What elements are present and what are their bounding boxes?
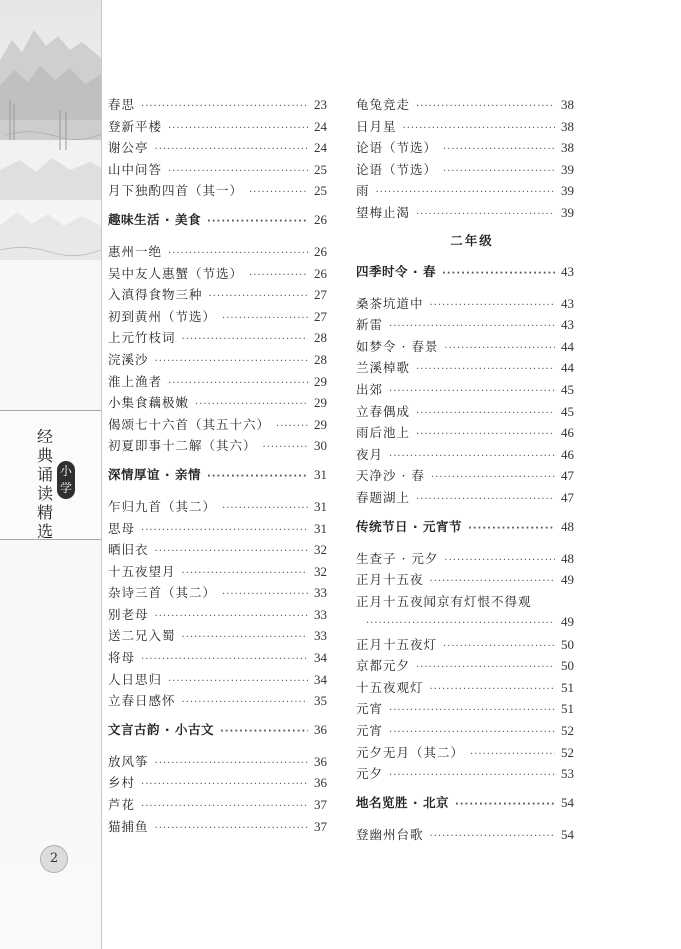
toc-entry[interactable] [108,605,327,627]
entry-title: 山中问答 [108,161,163,177]
toc-entry[interactable] [108,691,327,713]
entry-title: 天净沙 · 春 [356,468,425,484]
toc-entry[interactable] [356,95,574,117]
leader-dots [168,123,308,134]
entry-page: 50 [561,636,574,652]
leader-dots [444,343,555,354]
entry-title: 乍归九首（其二） [108,498,217,514]
entry-title: 月下独酌四首（其一） [108,183,244,199]
entry-title: 人日思归 [108,671,163,687]
section-title: 四季时令 · 春 [356,263,436,279]
entry-page: 54 [561,826,574,842]
entry-page: 53 [561,766,574,782]
toc-entry[interactable] [356,203,574,225]
entry-title: 雨 [356,183,370,199]
leader-dots [263,442,308,453]
leader-dots [389,321,555,332]
entry-title: 十五夜观灯 [356,679,424,695]
toc-entry[interactable] [108,328,327,350]
toc-entry[interactable] [108,242,327,264]
entry-page: 38 [561,140,574,156]
leader-dots [366,618,555,629]
toc-entry[interactable] [108,583,327,605]
entry-page: 47 [561,489,574,505]
entry-page: 27 [314,287,327,303]
entry-page: 51 [561,679,574,695]
entry-page: 29 [314,373,327,389]
leader-dots [141,779,308,790]
entry-page: 52 [561,723,574,739]
entry-page: 32 [314,563,327,579]
entry-page: 51 [561,701,574,717]
toc-entry[interactable] [356,635,574,657]
leader-dots [430,831,555,842]
toc-section-heading[interactable] [108,210,327,232]
toc-right-column [356,95,574,846]
entry-title: 元宵 [356,723,384,739]
entry-page: 34 [314,650,327,666]
section-page: 31 [314,466,327,482]
leader-dots [389,705,555,716]
entry-page: 29 [314,395,327,411]
toc-entry[interactable] [356,549,574,571]
entry-title: 淮上渔者 [108,373,163,389]
entry-title: 偈颂七十六首（其五十六） [108,416,271,432]
entry-title: 芦花 [108,797,136,813]
toc-entry[interactable] [356,488,574,510]
leader-dots [470,749,555,760]
toc-entry[interactable] [108,415,327,437]
entry-page: 39 [561,161,574,177]
toc-entry[interactable] [356,160,574,182]
toc-entry[interactable] [108,285,327,307]
entry-title: 望梅止渴 [356,204,411,220]
entry-title: 龟兔竞走 [356,97,411,112]
entry-title: 吴中友人惠蟹（节选） [108,265,244,281]
leader-dots [141,525,308,536]
leader-dots [389,451,555,462]
toc-entry[interactable] [356,678,574,700]
entry-page: 28 [314,351,327,367]
entry-title: 正月十五夜闻京有灯恨不得观 [356,593,532,609]
toc-entry[interactable] [108,160,327,182]
entry-title: 入滇得食物三种 [108,287,203,303]
toc-entry[interactable] [356,764,574,786]
toc-entry[interactable] [108,626,327,648]
entry-title: 乡村 [108,775,136,791]
leader-dots [141,101,308,112]
section-page: 26 [314,211,327,227]
entry-title: 正月十五夜灯 [356,636,438,652]
toc-entry[interactable] [356,402,574,424]
leader-dots [249,187,308,198]
entry-title: 浣溪沙 [108,351,149,367]
entry-page: 37 [314,818,327,834]
entry-page: 30 [314,438,327,454]
entry-page: 39 [561,204,574,220]
toc-entry[interactable] [108,670,327,692]
toc-section-heading[interactable] [356,262,574,284]
entry-page: 50 [561,658,574,674]
toc-entry[interactable] [356,423,574,445]
leader-dots [443,144,555,155]
toc-entry[interactable] [108,540,327,562]
leader-dots [182,632,308,643]
entry-title: 兰溪棹歌 [356,360,411,376]
entry-page: 25 [314,183,327,199]
leader-dots [249,270,308,281]
leader-dots [389,770,555,781]
entry-page: 38 [561,97,574,112]
toc-entry[interactable] [356,699,574,721]
entry-page: 34 [314,671,327,687]
toc-section-heading[interactable] [356,517,574,539]
toc-entry[interactable] [356,138,574,160]
toc-entry[interactable] [356,337,574,359]
entry-title: 春题湖上 [356,489,411,505]
entry-title: 杂诗三首（其二） [108,585,217,601]
toc-entry[interactable] [108,795,327,817]
section-title: 文言古韵 · 小古文 [108,721,214,737]
toc-entry[interactable] [356,825,574,847]
toc-entry[interactable] [108,307,327,329]
entry-page: 24 [314,140,327,156]
toc-section-heading[interactable] [356,793,574,815]
series-label-box [0,410,101,540]
leader-dots [168,378,308,389]
leader-dots [222,503,308,514]
toc-entry[interactable] [108,393,327,415]
entry-title: 上元竹枝词 [108,330,176,346]
toc-section-heading[interactable] [108,465,327,487]
toc-entry[interactable] [108,773,327,795]
toc-entry[interactable] [356,315,574,337]
leader-dots [430,300,555,311]
entry-page: 27 [314,308,327,324]
entry-title: 立春日感怀 [108,693,176,709]
leader-dots [168,248,308,259]
toc-entry[interactable] [108,752,327,774]
entry-page: 31 [314,520,327,536]
entry-title: 思母 [108,520,136,536]
leader-dots [141,654,308,665]
entry-title: 如梦令 · 春景 [356,338,439,354]
entry-title: 别老母 [108,606,149,622]
entry-title: 京都元夕 [356,658,411,674]
entry-title: 惠州一绝 [108,243,163,259]
entry-page: 35 [314,693,327,709]
entry-page: 26 [314,265,327,281]
entry-title: 十五夜望月 [108,563,176,579]
series-badge: 小学 [57,461,75,499]
entry-title: 登幽州台歌 [356,826,424,842]
entry-title: 论语（节选） [356,161,438,177]
entry-title: 初到黄州（节选） [108,308,217,324]
entry-page: 25 [314,161,327,177]
entry-title: 桑茶坑道中 [356,295,424,311]
entry-title: 雨后池上 [356,425,411,441]
entry-title: 晒旧衣 [108,542,149,558]
entry-page: 48 [561,550,574,566]
toc-entry[interactable] [108,519,327,541]
entry-title: 放风筝 [108,753,149,769]
leader-dots [430,576,555,587]
toc-entry[interactable] [108,264,327,286]
entry-page: 46 [561,425,574,441]
leader-dots [276,421,308,432]
leader-dots [207,471,308,482]
entry-title: 初夏即事十二解（其六） [108,438,257,454]
entry-page: 28 [314,330,327,346]
toc-section-heading[interactable] [108,720,327,742]
section-page: 54 [561,794,574,810]
entry-title: 小集食藕极嫩 [108,395,190,411]
leader-dots [416,494,555,505]
entry-page: 33 [314,628,327,644]
leader-dots [376,187,555,198]
entry-page: 24 [314,118,327,134]
toc-entry[interactable] [108,436,327,458]
section-title: 深情厚谊 · 亲情 [108,466,201,482]
entry-page: 45 [561,403,574,419]
leader-dots [222,313,308,324]
toc-entry[interactable] [108,372,327,394]
grade-heading: 二年级 [450,232,494,248]
toc-entry[interactable] [356,656,574,678]
entry-title: 送二兄入蜀 [108,628,176,644]
entry-page: 29 [314,416,327,432]
leader-dots [444,555,555,566]
toc-entry[interactable] [108,138,327,160]
leader-dots [389,727,555,738]
leader-dots [207,216,308,227]
entry-page: 44 [561,338,574,354]
entry-title: 立春偶成 [356,403,411,419]
leader-dots [222,589,308,600]
entry-title: 元夕 [356,766,384,782]
leader-dots [416,408,555,419]
entry-page: 44 [561,360,574,376]
leader-dots [155,758,308,769]
leader-dots [155,356,308,367]
leader-dots [455,799,555,810]
entry-title: 正月十五夜 [356,572,424,588]
toc-entry-wrapped-continuation[interactable] [356,614,574,635]
entry-page: 37 [314,797,327,813]
landscape-illustration [0,0,101,300]
leader-dots [195,399,308,410]
entry-page: 43 [561,295,574,311]
toc-entry[interactable] [356,294,574,316]
section-page: 48 [561,518,574,534]
entry-page: 38 [561,118,574,134]
toc-entry[interactable] [356,181,574,203]
toc-entry[interactable] [356,721,574,743]
leader-dots [430,684,555,695]
toc-entry[interactable] [108,181,327,203]
entry-title: 谢公亭 [108,140,149,156]
entry-title: 登新平楼 [108,118,163,134]
leader-dots [403,123,555,134]
leader-dots [220,726,308,737]
leader-dots [416,209,555,220]
leader-dots [168,676,308,687]
entry-page: 49 [561,613,574,629]
leader-dots [443,166,555,177]
toc-entry[interactable] [108,350,327,372]
section-title: 传统节日 · 元宵节 [356,518,462,534]
entry-page: 36 [314,775,327,791]
toc-entry[interactable] [108,117,327,139]
toc-entry-wrapped[interactable] [356,592,574,614]
leader-dots [182,334,308,345]
entry-title: 出郊 [356,381,384,397]
entry-title: 元夕无月（其二） [356,744,465,760]
toc-entry[interactable] [356,466,574,488]
toc-entry[interactable] [108,562,327,584]
toc-entry[interactable] [356,445,574,467]
toc-left-column [108,95,327,838]
entry-title: 元宵 [356,701,384,717]
section-title: 趣味生活 · 美食 [108,211,201,227]
leader-dots [155,611,308,622]
section-page: 36 [314,721,327,737]
toc-entry[interactable] [108,817,327,839]
leader-dots [155,546,308,557]
entry-page: 49 [561,572,574,588]
toc-entry[interactable] [356,358,574,380]
leader-dots [389,386,555,397]
entry-page: 33 [314,585,327,601]
entry-page: 26 [314,243,327,259]
leader-dots [468,523,555,534]
section-title: 地名览胜 · 北京 [356,794,449,810]
entry-page: 52 [561,744,574,760]
leader-dots [416,364,555,375]
page-number: 2 [40,845,68,873]
leader-dots [155,823,308,834]
entry-page: 36 [314,753,327,769]
entry-page: 39 [561,183,574,199]
leader-dots [155,144,308,155]
leader-dots [168,166,308,177]
leader-dots [416,101,555,112]
toc-entry[interactable] [108,95,327,117]
entry-page: 33 [314,606,327,622]
toc-entry[interactable] [356,570,574,592]
entry-page: 43 [561,317,574,333]
entry-page: 23 [314,97,327,112]
series-title: 经典诵读精选 [36,427,53,541]
leader-dots [209,291,308,302]
toc-entry[interactable] [356,380,574,402]
entry-title: 春思 [108,97,136,112]
entry-title: 夜月 [356,446,384,462]
entry-title: 日月星 [356,118,397,134]
toc-entry[interactable] [108,648,327,670]
leader-dots [182,568,308,579]
entry-title: 生查子 · 元夕 [356,550,439,566]
toc-entry[interactable] [108,497,327,519]
leader-dots [141,801,308,812]
entry-page: 45 [561,381,574,397]
section-page: 43 [561,263,574,279]
toc-entry[interactable] [356,743,574,765]
leader-dots [416,429,555,440]
entry-title: 论语（节选） [356,140,438,156]
leader-dots [442,268,555,279]
entry-page: 31 [314,498,327,514]
leader-dots [416,662,555,673]
entry-title: 将母 [108,650,136,666]
entry-title: 新雷 [356,317,384,333]
entry-page: 46 [561,446,574,462]
entry-page: 47 [561,468,574,484]
entry-page: 32 [314,542,327,558]
leader-dots [182,697,308,708]
toc-entry[interactable] [356,117,574,139]
entry-title: 猫捕鱼 [108,818,149,834]
leader-dots [443,641,555,652]
leader-dots [431,472,555,483]
